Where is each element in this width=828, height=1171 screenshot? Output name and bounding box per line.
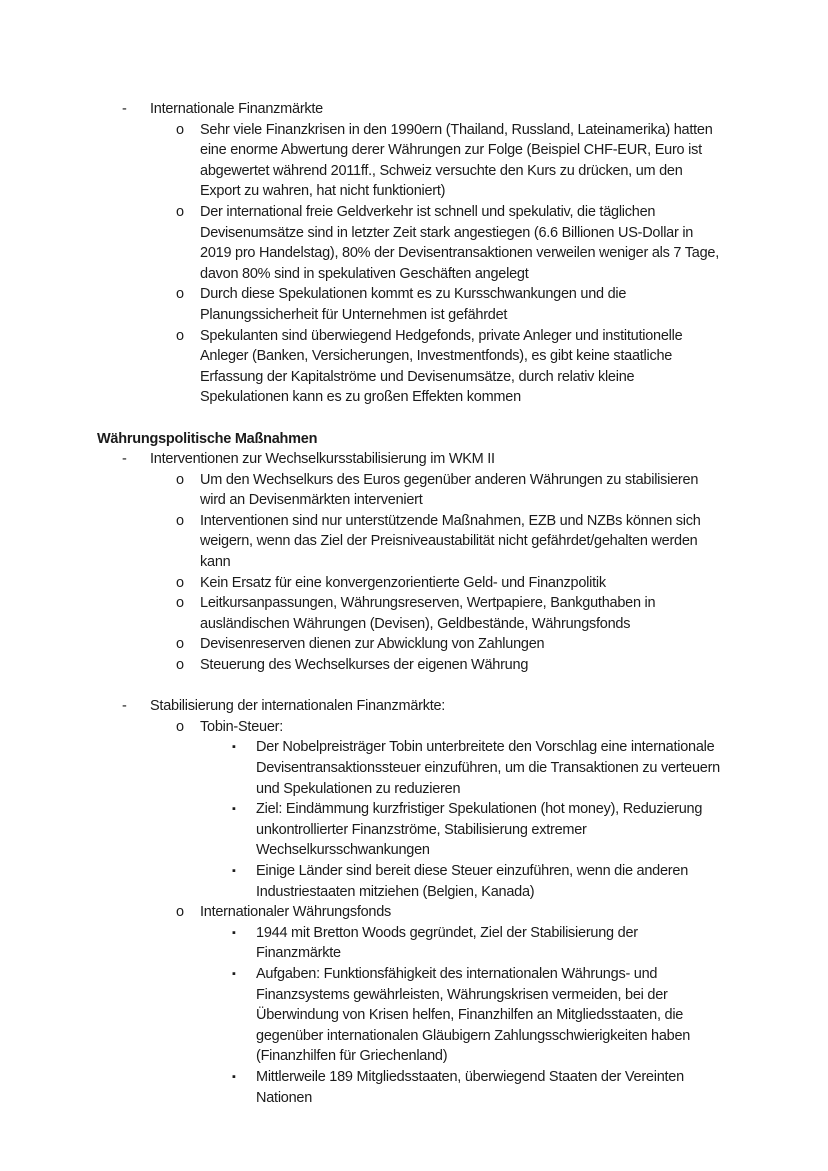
- list-item: [97, 902, 720, 923]
- list-item: [97, 717, 720, 738]
- list-item-text: Tobin-Steuer:: [200, 718, 283, 735]
- circle-bullet: o: [176, 718, 184, 735]
- list-item: [97, 449, 720, 470]
- list-item-text: Einige Länder sind bereit diese Steuer einzuführen, wenn die anderen Industriestaaten mitziehen (Belgien, Kanada): [256, 862, 689, 900]
- list-item-text: Ziel: Eindämmung kurzfristiger Spekulationen (hot money), Reduzierung unkontrollierter Finanzströme, Stabilisierung extremer Wechselkursschwankungen: [256, 801, 703, 859]
- list-item: [97, 964, 720, 1067]
- list-item: [97, 202, 720, 284]
- circle-bullet: o: [176, 121, 184, 138]
- list-item: [97, 696, 720, 717]
- list-item-text: 1944 mit Bretton Woods gegründet, Ziel der Stabilisierung der Finanzmärkte: [256, 924, 638, 962]
- square-bullet: ▪: [232, 1070, 236, 1083]
- list-item-text: Leitkursanpassungen, Währungsreserven, Wertpapiere, Bankguthaben in ausländischen Währungen (Devisen), Geldbestände, Währungsfonds: [200, 595, 656, 632]
- list-item-text: Aufgaben: Funktionsfähigkeit des internationalen Währungs- und Finanzsystems gewährleisten, Währungskrisen vermeiden, bei der Überwindung von Krisen helfen, Finanzhilfen an Mitgliedsstaaten, die gegenüber internationalen Gläubigern Zahlungsschwierigkeiten haben (Finanzhilfen für Griechenland): [256, 965, 691, 1065]
- square-bullet: ▪: [232, 864, 236, 877]
- circle-bullet: o: [176, 595, 184, 612]
- list-item-text: Internationale Finanzmärkte: [150, 101, 323, 117]
- list-item: [97, 470, 720, 511]
- circle-bullet: o: [176, 286, 184, 303]
- list-item: [97, 737, 720, 799]
- circle-bullet: o: [176, 657, 184, 674]
- list-item-text: Interventionen sind nur unterstützende Maßnahmen, EZB und NZBs können sich weigern, wenn das Ziel der Preisniveaustabilität nicht gefährdet/gehalten werden kann: [200, 512, 701, 571]
- list-item-text: Mittlerweile 189 Mitgliedsstaaten, überwiegend Staaten der Vereinten Nationen: [256, 1068, 684, 1106]
- square-bullet: ▪: [232, 741, 236, 754]
- circle-bullet: o: [176, 471, 184, 488]
- list-item-text: Durch diese Spekulationen kommt es zu Kursschwankungen und die Planungssicherheit für Unternehmen ist gefährdet: [200, 286, 627, 323]
- blank-line: [97, 676, 720, 697]
- list-item: [97, 326, 720, 408]
- blank-line: [97, 408, 720, 429]
- list-item: [97, 284, 720, 325]
- list-item-text: Sehr viele Finanzkrisen in den 1990ern (Thailand, Russland, Lateinamerika) hatten eine enorme Abwertung derer Währungen zur Folge (Beispiel CHF-EUR, Euro ist abgewertet während 2011ff., Schweiz versuchte den Kurs zu drücken, um den Export zu wahren, hat nicht funktioniert): [200, 121, 713, 200]
- circle-bullet: o: [176, 512, 184, 529]
- list-item: [97, 511, 720, 573]
- section-heading: Währungspolitische Maßnahmen: [97, 430, 318, 447]
- list-item: [97, 799, 720, 861]
- circle-bullet: o: [176, 636, 184, 653]
- list-item-text: Der Nobelpreisträger Tobin unterbreitete den Vorschlag eine internationale Devisentransaktionssteuer einzuführen, um die Transaktionen zu verteuern und Spekulationen zu reduzieren: [256, 739, 720, 797]
- square-bullet: ▪: [232, 967, 236, 980]
- list-item-text: Der international freie Geldverkehr ist schnell und spekulativ, die täglichen Devisenumsätze sind in letzter Zeit stark angestiegen (6.6 Billionen US-Dollar in 2019 pro Handelstag), 80% der Devisentransaktionen verweilen weniger als 7 Tage, davon 80% sind in spekulativen Geschäften angelegt: [200, 203, 719, 282]
- circle-bullet: o: [176, 904, 184, 921]
- list-item-text: Devisenreserven dienen zur Abwicklung von Zahlungen: [200, 636, 545, 653]
- dash-bullet: -: [122, 101, 127, 117]
- list-item-text: Stabilisierung der internationalen Finanzmärkte:: [150, 698, 446, 715]
- list-item: [97, 861, 720, 902]
- list-item-text: Interventionen zur Wechselkursstabilisierung im WKM II: [150, 451, 495, 468]
- circle-bullet: o: [176, 574, 184, 591]
- list-item-text: Kein Ersatz für eine konvergenzorientierte Geld- und Finanzpolitik: [200, 574, 606, 591]
- dash-bullet: -: [122, 698, 127, 715]
- list-item: [97, 99, 720, 120]
- list-item: [97, 923, 720, 964]
- list-item: [97, 634, 720, 655]
- circle-bullet: o: [176, 203, 184, 220]
- list-item-text: Steuerung des Wechselkurses der eigenen Währung: [200, 657, 529, 674]
- list-item: [97, 573, 720, 594]
- square-bullet: ▪: [232, 803, 236, 816]
- list-item-text: Um den Wechselkurs des Euros gegenüber anderen Währungen zu stabilisieren wird an Devisenmärkten interveniert: [200, 471, 699, 509]
- list-item-text: Internationaler Währungsfonds: [200, 904, 392, 921]
- list-item: [97, 120, 720, 202]
- list-item: [97, 655, 720, 676]
- circle-bullet: o: [176, 327, 184, 344]
- list-item: [97, 1067, 720, 1108]
- dash-bullet: -: [122, 451, 127, 468]
- list-item: [97, 593, 720, 634]
- square-bullet: ▪: [232, 926, 236, 939]
- list-item-text: Spekulanten sind überwiegend Hedgefonds, private Anleger und institutionelle Anleger (Banken, Versicherungen, Investmentfonds), es gibt keine staatliche Erfassung der Kapitalströme und Devisenumsätze, durch relativ kleine Spekulationen kann es zu großen Effekten kommen: [200, 327, 683, 406]
